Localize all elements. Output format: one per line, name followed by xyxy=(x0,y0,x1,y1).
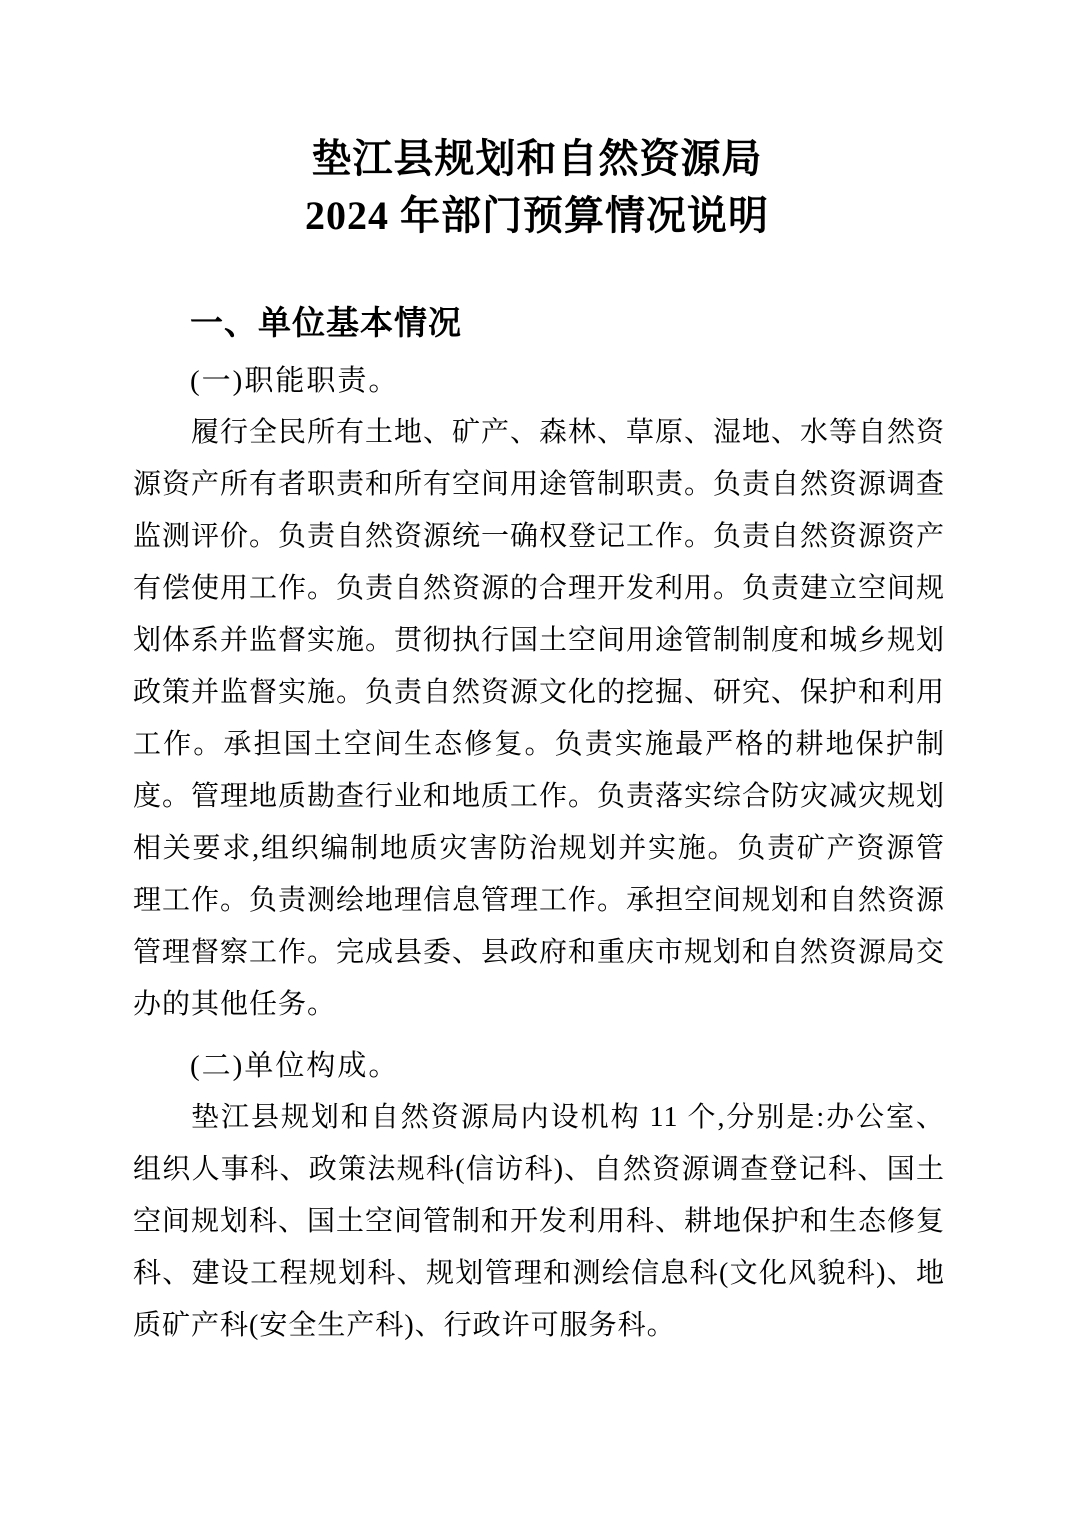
section-heading-basic-info: 一、单位基本情况 xyxy=(190,304,462,341)
paragraph-unit-composition: 垫江县规划和自然资源局内设机构 11 个,分别是:办公室、组织人事科、政策法规科(信访科)、自然资源调查登记科、国土空间规划科、国土空间管制和开发利用科、耕地保护和生态修复科、建设工程规划科、规划管理和测绘信息科(文化风貌科)、地质矿产科(安全生产科)、行政许可服务科。 xyxy=(133,1102,946,1341)
subsection-heading-unit-composition: (二)单位构成。 xyxy=(190,1050,400,1082)
document-body xyxy=(0,300,1074,1352)
document-title-line2: 2024 年部门预算情况说明 xyxy=(305,193,769,238)
paragraph-functions-duties: 履行全民所有土地、矿产、森林、草原、湿地、水等自然资源资产所有者职责和所有空间用途管制职责。负责自然资源调查监测评价。负责自然资源统一确权登记工作。负责自然资源资产有偿使用工作。负责自然资源的合理开发利用。负责建立空间规划体系并监督实施。贯彻执行国土空间用途管制制度和城乡规划政策并监督实施。负责自然资源文化的挖掘、研究、保护和利用工作。承担国土空间生态修复。负责实施最严格的耕地保护制度。管理地质勘查行业和地质工作。负责落实综合防灾减灾规划相关要求,组织编制地质灾害防治规划并实施。负责矿产资源管理工作。负责测绘地理信息管理工作。承担空间规划和自然资源管理督察工作。完成县委、县政府和重庆市规划和自然资源局交办的其他任务。 xyxy=(133,417,946,1020)
document-title-line1: 垫江县规划和自然资源局 xyxy=(311,136,763,181)
document-title xyxy=(0,130,1074,244)
subsection-heading-functions-duties: (一)职能职责。 xyxy=(190,365,400,397)
